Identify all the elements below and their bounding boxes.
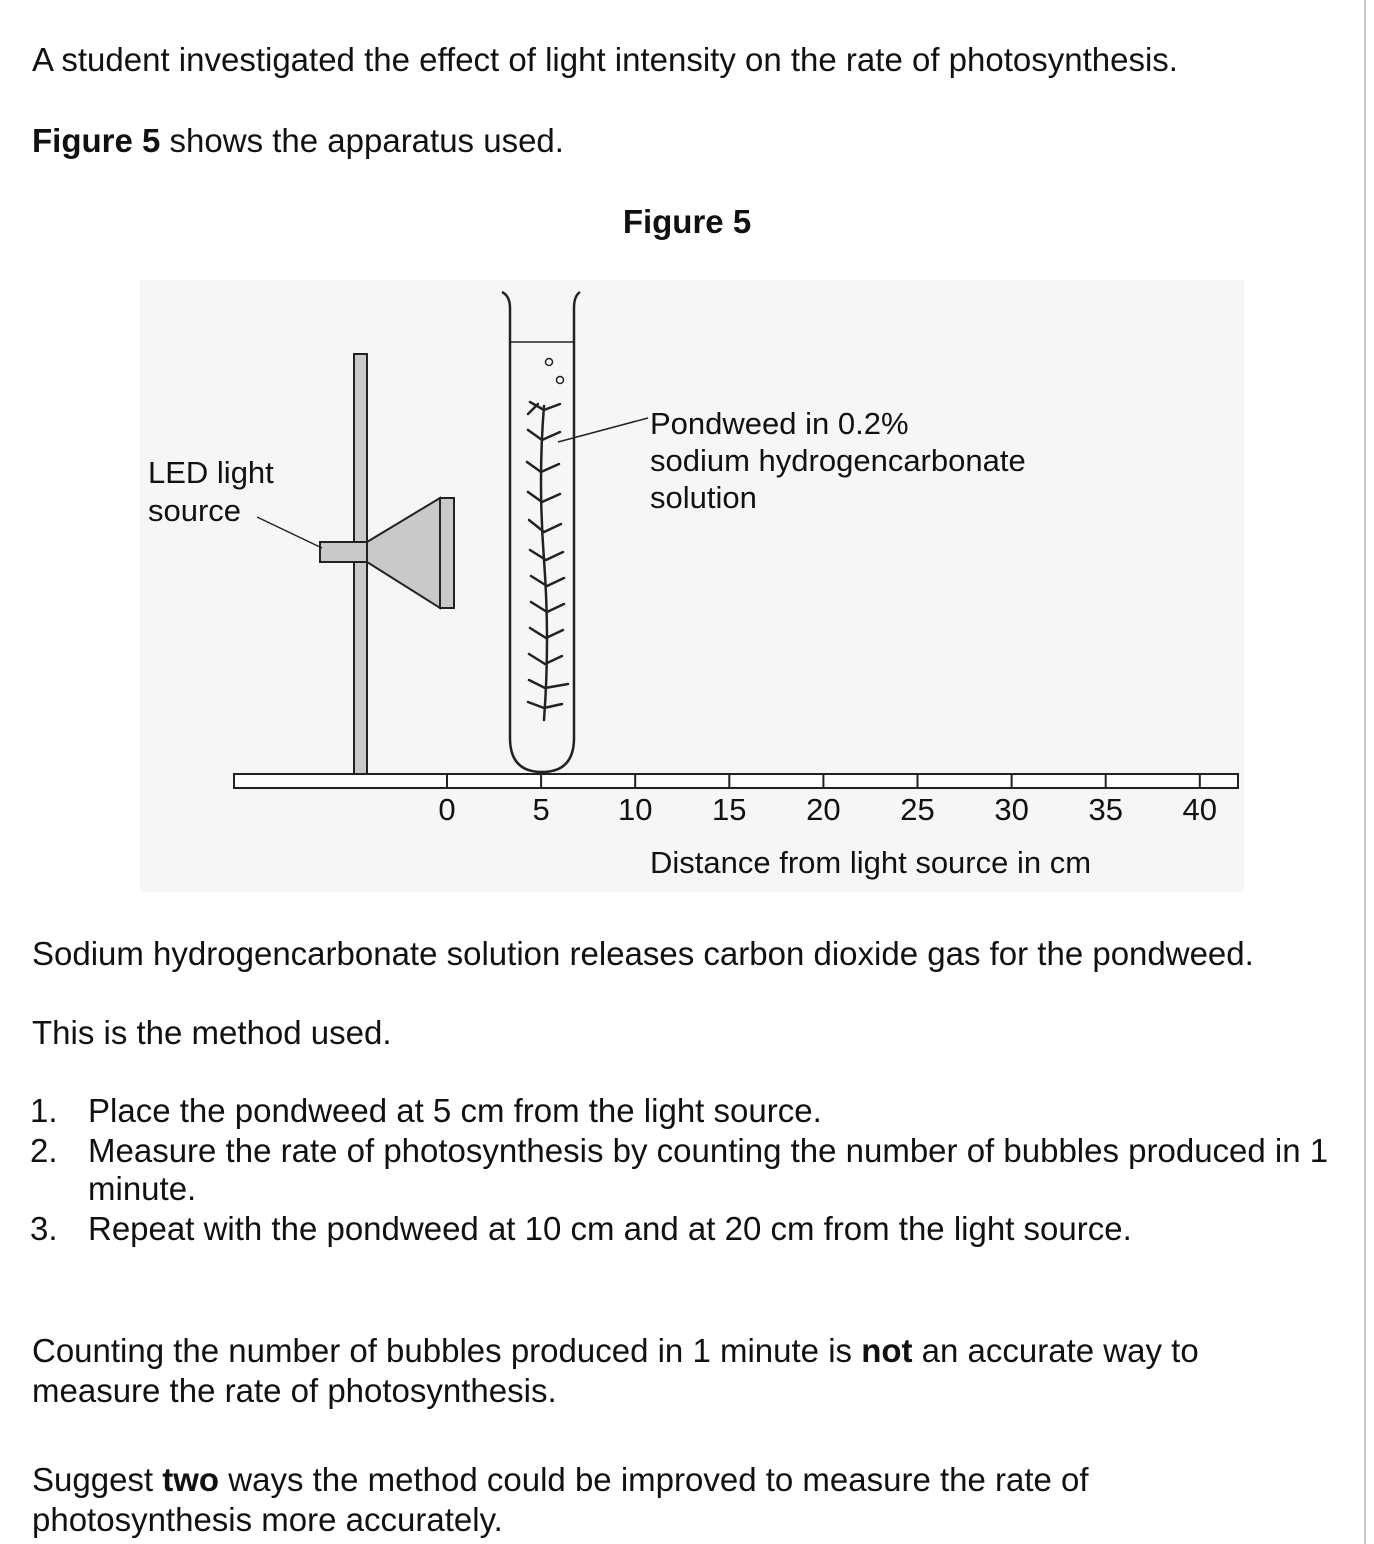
method-step-text: Repeat with the pondweed at 10 cm and at 20 cm from the light source. [88,1210,1132,1247]
ruler-tick-label: 5 [532,792,550,827]
question-text-bold: two [162,1461,220,1498]
figure-reference-rest: shows the apparatus used. [160,122,564,159]
figure-reference [32,121,564,161]
figure-reference-bold: Figure 5 [32,122,161,159]
method-step-number: 1. [30,1092,58,1129]
method-list [30,1092,1350,1250]
question-paragraph [32,1460,1182,1540]
accuracy-text-bold: not [861,1332,913,1369]
method-intro: This is the method used. [32,1014,392,1051]
ruler-tick-label: 30 [994,792,1029,827]
method-step-number: 3. [30,1210,58,1247]
method-step-text: Place the pondweed at 5 cm from the light source. [88,1092,822,1129]
led-label-line1: LED light [148,455,274,490]
apparatus-diagram [140,280,1244,892]
ruler-tick-label: 0 [438,792,456,827]
led-label-line2: source [148,493,242,528]
ruler-tick-label: 35 [1088,792,1123,827]
accuracy-paragraph [32,1331,1322,1411]
solution-paragraph: Sodium hydrogencarbonate solution releases carbon dioxide gas for the pondweed. [32,935,1254,972]
pondweed-label-line1: Pondweed in 0.2% [650,406,909,441]
lamp-connector [320,542,368,562]
apparatus-figure [140,280,1244,892]
method-step [30,1210,1350,1248]
ruler-tick-label: 40 [1182,792,1218,827]
ruler-base [234,774,1238,788]
method-step [30,1092,1350,1130]
stand-pole [354,354,367,774]
method-step-number: 2. [30,1132,58,1169]
pondweed-label-line2: sodium hydrogencarbonate [650,443,1026,478]
question-text-after: ways the method could be improved to measure the rate of photosynthesis more accurately. [32,1461,1089,1538]
figure-background [140,280,1244,892]
lamp-face [440,498,454,608]
ruler-tick-label: 10 [617,792,653,827]
method-step [30,1132,1350,1208]
question-text-before: Suggest [32,1461,163,1498]
figure-title: Figure 5 [622,203,752,240]
ruler-tick-label: 15 [712,792,747,827]
accuracy-text-before: Counting the number of bubbles produced in 1 minute is [32,1332,862,1369]
ruler-tick-label: 20 [806,792,841,827]
method-step-text: Measure the rate of photosynthesis by counting the number of bubbles produced in 1 minute. [88,1132,1329,1207]
accuracy-text-after: an accurate way to measure the rate of photosynthesis. [32,1332,1199,1409]
pondweed-label-line3: solution [650,480,757,515]
scale-axis-label: Distance from light source in cm [650,845,1092,880]
intro-text: A student investigated the effect of light intensity on the rate of photosynthesis. [32,41,1178,78]
ruler-tick-label: 25 [900,792,935,827]
